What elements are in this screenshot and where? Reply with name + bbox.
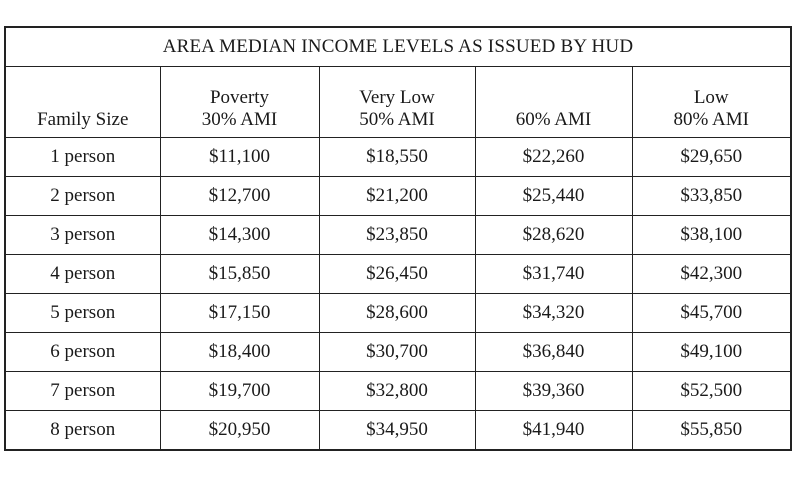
header-low [632, 67, 791, 138]
header-line1: Poverty [209, 87, 270, 108]
poverty-cell: $17,150 [160, 294, 319, 333]
very-low-cell: $28,600 [319, 294, 475, 333]
header-line1: Very Low [359, 87, 435, 108]
low-cell: $49,100 [632, 333, 791, 372]
table-row [5, 138, 791, 177]
sixty-ami-cell: $34,320 [475, 294, 632, 333]
header-line2: 60% AMI [515, 109, 592, 130]
sixty-ami-cell: $22,260 [475, 138, 632, 177]
very-low-cell: $34,950 [319, 411, 475, 451]
sixty-ami-cell: $31,740 [475, 255, 632, 294]
poverty-cell: $11,100 [160, 138, 319, 177]
header-line2: 50% AMI [359, 109, 435, 130]
family-size-cell: 5 person [5, 294, 160, 333]
low-cell: $45,700 [632, 294, 791, 333]
column-header-row [5, 67, 791, 138]
family-size-cell: 3 person [5, 216, 160, 255]
table-row [5, 255, 791, 294]
table-row [5, 177, 791, 216]
header-line2: 80% AMI [673, 109, 749, 130]
family-size-cell: 4 person [5, 255, 160, 294]
low-cell: $33,850 [632, 177, 791, 216]
very-low-cell: $32,800 [319, 372, 475, 411]
ami-income-table [4, 26, 792, 451]
header-line2: 30% AMI [201, 109, 278, 130]
low-cell: $38,100 [632, 216, 791, 255]
poverty-cell: $14,300 [160, 216, 319, 255]
poverty-cell: $19,700 [160, 372, 319, 411]
poverty-cell: $20,950 [160, 411, 319, 451]
sixty-ami-cell: $28,620 [475, 216, 632, 255]
sixty-ami-cell: $25,440 [475, 177, 632, 216]
header-60-ami [475, 67, 632, 138]
family-size-cell: 8 person [5, 411, 160, 451]
table-row [5, 333, 791, 372]
header-line2: Family Size [37, 109, 129, 130]
table-row [5, 294, 791, 333]
family-size-cell: 7 person [5, 372, 160, 411]
family-size-cell: 2 person [5, 177, 160, 216]
header-very-low [319, 67, 475, 138]
very-low-cell: $18,550 [319, 138, 475, 177]
table-row [5, 411, 791, 451]
very-low-cell: $23,850 [319, 216, 475, 255]
sixty-ami-cell: $36,840 [475, 333, 632, 372]
family-size-cell: 1 person [5, 138, 160, 177]
table-row [5, 216, 791, 255]
table-title: AREA MEDIAN INCOME LEVELS AS ISSUED BY HUD [5, 27, 791, 67]
sixty-ami-cell: $39,360 [475, 372, 632, 411]
very-low-cell: $26,450 [319, 255, 475, 294]
header-poverty [160, 67, 319, 138]
sixty-ami-cell: $41,940 [475, 411, 632, 451]
header-family-size [5, 67, 160, 138]
low-cell: $42,300 [632, 255, 791, 294]
poverty-cell: $18,400 [160, 333, 319, 372]
very-low-cell: $30,700 [319, 333, 475, 372]
very-low-cell: $21,200 [319, 177, 475, 216]
table-row [5, 372, 791, 411]
low-cell: $52,500 [632, 372, 791, 411]
header-line1: Low [693, 87, 729, 108]
poverty-cell: $15,850 [160, 255, 319, 294]
low-cell: $29,650 [632, 138, 791, 177]
poverty-cell: $12,700 [160, 177, 319, 216]
family-size-cell: 6 person [5, 333, 160, 372]
low-cell: $55,850 [632, 411, 791, 451]
